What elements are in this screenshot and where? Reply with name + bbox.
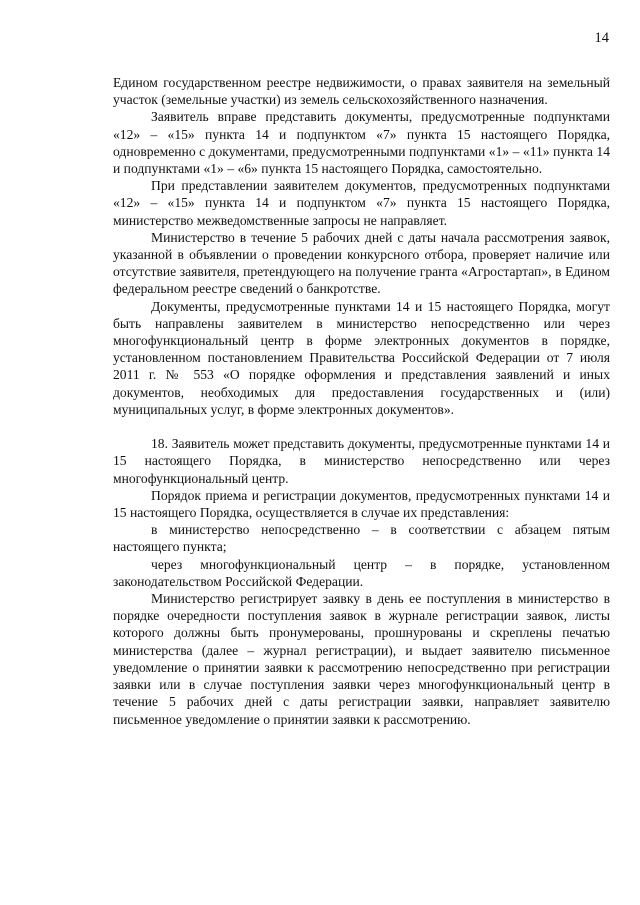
paragraph: через многофункциональный центр – в порядке, установленном законодательством Российской Федерации.	[113, 556, 610, 589]
paragraph: в министерство непосредственно – в соответствии с абзацем пятым настоящего пункта;	[113, 522, 610, 555]
paragraph: При представлении заявителем документов, предусмотренных подпунктами «12» – «15» пункта 14 и подпунктом «7» пункта 15 настоящего Порядка, министерство межведомственные запросы не направляет.	[113, 178, 610, 228]
paragraph: Министерство регистрирует заявку в день ее поступления в министерство в порядке очередности поступления заявок в журнале регистрации заявок, листы которого должны быть пронумерованы, прошнурованы и скреплены печатью министерства (далее – журнал регистрации), и выдает заявителю письменное уведомление о принятии заявки к рассмотрению непосредственно при регистрации заявки или в случае поступления заявки через многофункциональный центр в течение 5 рабочих дней с даты регистрации заявки, направляет заявителю письменное уведомление о принятии заявки к рассмотрению.	[113, 591, 610, 727]
paragraph-continuation: Едином государственном реестре недвижимости, о правах заявителя на земельный участок (земельные участки) из земель сельскохозяйственного назначения.	[113, 75, 610, 108]
paragraph-section-18: 18. Заявитель может представить документы, предусмотренные пунктами 14 и 15 настоящего Порядка, в министерство непосредственно или через многофункциональный центр.	[113, 436, 610, 486]
page-number: 14	[594, 30, 609, 46]
paragraph: Документы, предусмотренные пунктами 14 и 15 настоящего Порядка, могут быть направлены заявителем в министерство непосредственно или через многофункциональный центр в форме электронных документов в порядке, установленном постановлением Правительства Российской Федерации от 7 июля 2011 г. № 553 «О порядке оформления и представления заявлений и иных документов, необходимых для предоставления государственных и (или) муниципальных услуг, в форме электронных документов».	[113, 298, 610, 417]
paragraph: Заявитель вправе представить документы, предусмотренные подпунктами «12» – «15» пункта 14 и подпунктом «7» пункта 15 настоящего Порядка, одновременно с документами, предусмотренными подпунктами «1» – «11» пункта 14 и подпунктами «1» – «6» пункта 15 настоящего Порядка, самостоятельно.	[113, 109, 610, 177]
paragraph: Порядок приема и регистрации документов, предусмотренных пунктами 14 и 15 настоящего Порядка, осуществляется в случае их представления:	[113, 487, 610, 521]
document-body	[113, 74, 610, 728]
paragraph: Министерство в течение 5 рабочих дней с даты начала рассмотрения заявок, указанной в объявлении о проведении конкурсного отбора, проверяет наличие или отсутствие заявителя, претендующего на получение гранта «Агростартап», в Едином федеральном реестре сведений о банкротстве.	[113, 229, 610, 297]
